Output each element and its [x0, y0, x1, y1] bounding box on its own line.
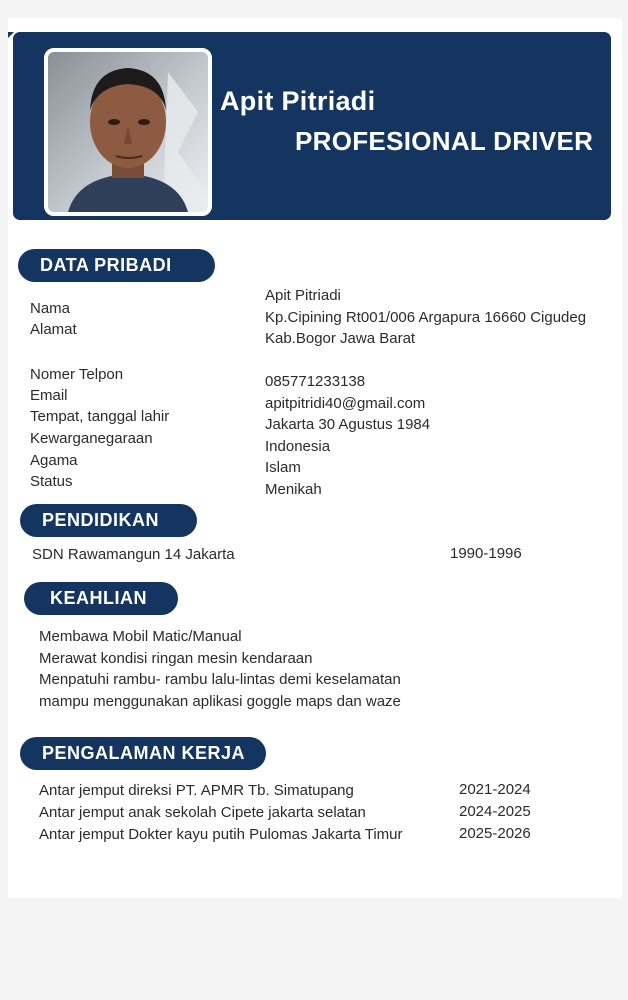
value-name: Apit Pitriadi: [265, 287, 341, 304]
value-address-line1: Kp.Cipining Rt001/006 Argapura 16660 Cigudeg: [265, 309, 587, 326]
experience-job: Antar jemput anak sekolah Cipete jakarta selatan: [39, 804, 366, 821]
section-pill-education: PENDIDIKAN: [20, 504, 197, 537]
experience-job: Antar jemput direksi PT. APMR Tb. Simatupang: [39, 782, 354, 799]
label-birth: Tempat, tanggal lahir: [30, 408, 170, 425]
education-years: 1990-1996: [450, 545, 522, 562]
label-email: Email: [30, 387, 68, 404]
profile-photo: [44, 48, 212, 216]
experience-years: 2025-2026: [459, 825, 531, 842]
value-email: apitpitridi40@gmail.com: [265, 395, 426, 412]
skill-item: mampu menggunakan aplikasi goggle maps dan waze: [39, 693, 401, 710]
label-phone: Nomer Telpon: [30, 366, 124, 383]
label-religion: Agama: [30, 452, 78, 469]
experience-years: 2024-2025: [459, 803, 531, 820]
experience-years: 2021-2024: [459, 781, 531, 798]
label-address: Alamat: [30, 321, 77, 338]
value-religion: Islam: [265, 459, 301, 476]
section-pill-personal: DATA PRIBADI: [18, 249, 215, 282]
value-status: Menikah: [265, 481, 322, 498]
cv-header: [13, 32, 611, 220]
skill-item: Merawat kondisi ringan mesin kendaraan: [39, 650, 313, 667]
header-role: PROFESIONAL DRIVER: [295, 126, 594, 156]
experience-job: Antar jemput Dokter kayu putih Pulomas Jakarta Timur: [39, 826, 403, 843]
label-nationality: Kewarganegaraan: [30, 430, 153, 447]
section-pill-experience: PENGALAMAN KERJA: [20, 737, 266, 770]
label-status: Status: [30, 473, 73, 490]
value-address-line2: Kab.Bogor Jawa Barat: [265, 330, 416, 347]
skill-item: Menpatuhi rambu- rambu lalu-lintas demi keselamatan: [39, 671, 401, 688]
header-name: Apit Pitriadi: [220, 86, 376, 116]
value-nationality: Indonesia: [265, 438, 331, 455]
education-school: SDN Rawamangun 14 Jakarta: [32, 546, 235, 563]
value-phone: 085771233138: [265, 373, 366, 390]
skill-item: Membawa Mobil Matic/Manual: [39, 628, 242, 645]
section-pill-skills: KEAHLIAN: [24, 582, 178, 615]
label-name: Nama: [30, 300, 71, 317]
value-birth: Jakarta 30 Agustus 1984: [265, 416, 431, 433]
